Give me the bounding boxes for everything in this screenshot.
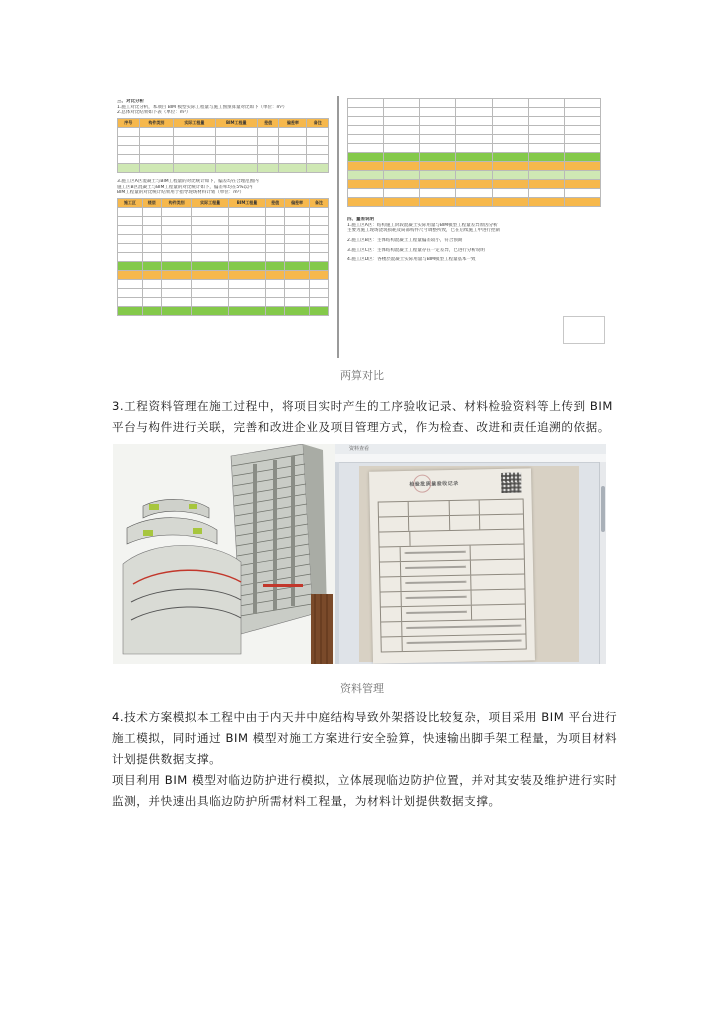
viewer-title: 资料查看: [349, 446, 370, 452]
right-page-heading: 四、量差说明: [347, 217, 374, 222]
paragraph-edge-protection: 项目利用 BIM 模型对临边防护进行模拟，立体展现临边防护位置，并对其安装及维护进行实时监测，并快速出具临边防护所需材料工程量，为材料计划提供数据支撑。: [112, 773, 618, 808]
table-row: [348, 162, 601, 171]
scan-corner-mark: [563, 316, 605, 344]
table-row: [118, 225, 329, 234]
table-row: [348, 198, 601, 207]
table-header-cell: 差值: [257, 118, 279, 127]
table-row: [118, 127, 329, 136]
scrollbar-thumb[interactable]: [601, 486, 605, 532]
paragraph-document-management: 3.工程资料管理在施工过程中，将项目实时产生的工序验收记录、材料检验资料等上传到 BIM 平台与构件进行关联，完善和改进企业及项目管理方式，作为检查、改进和责任追溯的依据。: [112, 399, 613, 434]
right-page-line: 3.施工区C区：主体结构混凝土工程量存在一定差异，已进行分析说明: [347, 247, 485, 253]
summary-table: [117, 118, 329, 173]
table-header-cell: 差值: [266, 198, 285, 207]
table-row: [348, 126, 601, 135]
right-page-line: 1.施工区A区：结构施工阶段混凝土实际用量与BIM模型工程量差异原因分析: [347, 222, 498, 228]
table-row: [118, 234, 329, 243]
qr-code-icon: [501, 473, 521, 493]
table-row: [118, 279, 329, 288]
comparison-figure: [113, 96, 606, 358]
left-page-heading: 三、对比分析: [117, 99, 144, 104]
right-summary-table: [347, 98, 601, 207]
left-page-line: 2.总体对比结果如下表（单位：m³）: [117, 110, 191, 116]
table-row: [118, 163, 329, 172]
table-row: [348, 144, 601, 153]
left-page-note: 施工区B区混凝土与BIM工程量的对比统计如下，偏差率均在5%以内: [117, 184, 253, 190]
paragraph-technical-simulation: 4.技术方案模拟本工程中由于内天井中庭结构导致外架搭设比较复杂，项目采用 BIM 平台进行施工模拟，同时通过 BIM 模型对施工方案进行安全验算，快速输出脚手架工程量，为项目材料计划提供数据支撑。: [112, 710, 618, 766]
viewer-scrollbar[interactable]: [599, 462, 606, 664]
scanned-page-left: [113, 96, 333, 358]
table-header-cell: 备注: [309, 198, 328, 207]
detail-table: [117, 198, 329, 316]
table-header-cell: 楼层: [142, 198, 161, 207]
table-row: [348, 171, 601, 180]
left-page-note: BIM工程量的对比统计结果用于指导现场材料计划（单位：m³）: [117, 190, 244, 196]
table-row: [118, 261, 329, 270]
table-row: [118, 252, 329, 261]
table-row: [118, 243, 329, 252]
left-page-line: 1.施工对比分析，本项目 BIM 模型实际工程量与施工图预算量对比如下（单位：m³）: [117, 104, 288, 110]
table-row: [348, 180, 601, 189]
right-page-line: 4.施工区D区：各楼层混凝土实际用量与BIM模型工程量基本一致: [347, 257, 476, 263]
table-row: [118, 216, 329, 225]
table-row: [348, 117, 601, 126]
bim-building-model: [113, 444, 335, 664]
document-management-figure: [113, 444, 606, 664]
page-divider: [337, 96, 339, 358]
table-header-row: [118, 198, 329, 207]
record-form-grid: [378, 498, 527, 651]
scanned-page-right: [343, 96, 605, 358]
table-row: [348, 108, 601, 117]
table-header-cell: BIM工程量: [215, 118, 257, 127]
document-viewer-window: [335, 444, 606, 664]
table-header-cell: 实际工程量: [174, 118, 215, 127]
right-page-line: 主要为施工现场浇筑损耗及局部构件尺寸调整所致，已在后续施工中进行控制: [347, 228, 500, 234]
table-header-cell: 施工区: [118, 198, 143, 207]
table-header-cell: 实际工程量: [192, 198, 228, 207]
right-page-line: 2.施工区B区：主体结构混凝土工程量偏差较小，符合预期: [347, 237, 463, 243]
figure-caption: 两算对比: [340, 369, 384, 382]
record-title: 检验批质量验收记录: [409, 480, 459, 488]
table-row: [348, 189, 601, 198]
table-header-cell: 构件类别: [139, 118, 174, 127]
table-header-cell: BIM工程量: [228, 198, 265, 207]
table-row: [118, 288, 329, 297]
table-row: [348, 153, 601, 162]
table-header-cell: 备注: [307, 118, 329, 127]
figure-caption: 资料管理: [340, 682, 384, 695]
table-row: [118, 306, 329, 315]
table-row: [348, 135, 601, 144]
table-row: [118, 207, 329, 216]
table-header-row: [118, 118, 329, 127]
table-row: [118, 297, 329, 306]
table-header-cell: 偏差率: [285, 198, 310, 207]
table-row: [118, 154, 329, 163]
viewer-toolbar[interactable]: [335, 454, 606, 463]
table-header-cell: 偏差率: [279, 118, 307, 127]
table-header-cell: 序号: [118, 118, 140, 127]
viewer-side-panel: [335, 462, 339, 664]
scanned-inspection-record: [369, 468, 535, 663]
table-header-cell: 构件类别: [161, 198, 192, 207]
left-page-note: 3.施工区A区混凝土与BIM工程量的对比统计如下，偏差均在合理范围内: [117, 178, 259, 184]
table-row: [118, 145, 329, 154]
table-row: [348, 99, 601, 108]
building-model-illustration: [113, 444, 335, 664]
table-row: [118, 136, 329, 145]
table-row: [118, 270, 329, 279]
